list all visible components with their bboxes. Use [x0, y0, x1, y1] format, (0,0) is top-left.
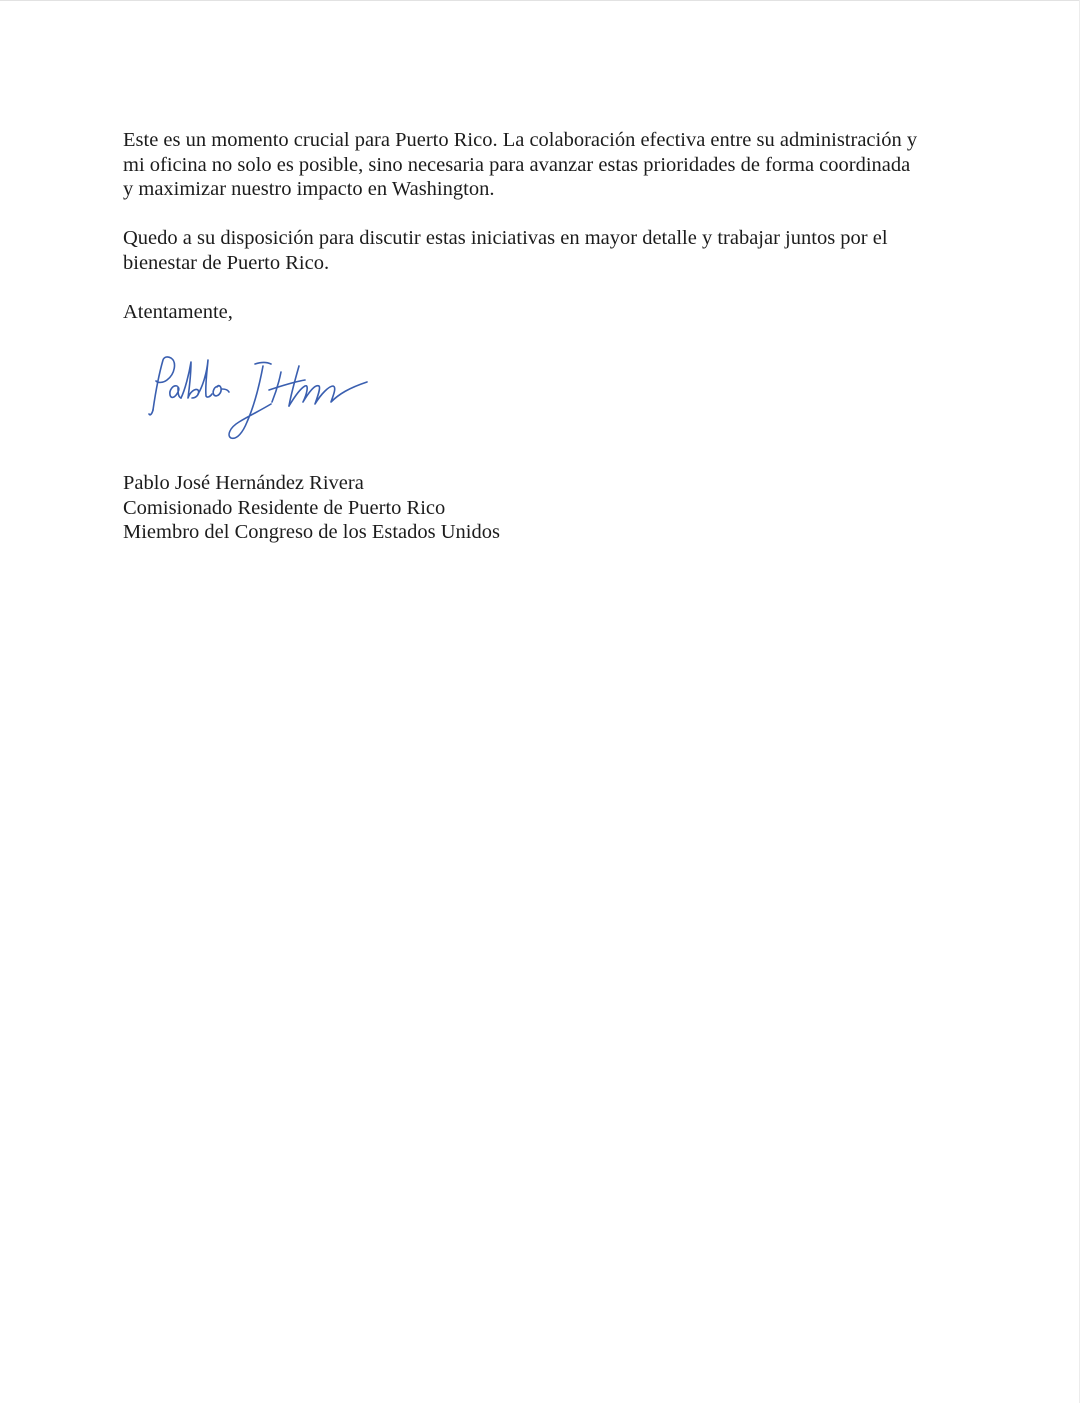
paragraph-collaboration [123, 128, 917, 202]
signatory-office: Miembro del Congreso de los Estados Unidos [123, 521, 500, 544]
signature-block [123, 471, 500, 545]
handwritten-signature [143, 352, 373, 444]
paragraph-line: mi oficina no solo es posible, sino necesaria para avanzar estas prioridades de forma coordinada [123, 153, 911, 176]
signatory-title: Comisionado Residente de Puerto Rico [123, 496, 446, 519]
paragraph-availability [123, 226, 888, 275]
signatory-name: Pablo José Hernández Rivera [123, 472, 364, 494]
paragraph-line: Este es un momento crucial para Puerto Rico. La colaboración efectiva entre su administración y [123, 129, 918, 151]
page-top-edge [0, 0, 1080, 1]
paragraph-line: bienestar de Puerto Rico. [123, 251, 330, 274]
closing-salutation [123, 300, 233, 325]
paragraph-line: y maximizar nuestro impacto en Washington. [123, 178, 495, 201]
closing-text: Atentamente, [123, 301, 233, 323]
paragraph-line: Quedo a su disposición para discutir estas iniciativas en mayor detalle y trabajar juntos por el [123, 227, 888, 249]
